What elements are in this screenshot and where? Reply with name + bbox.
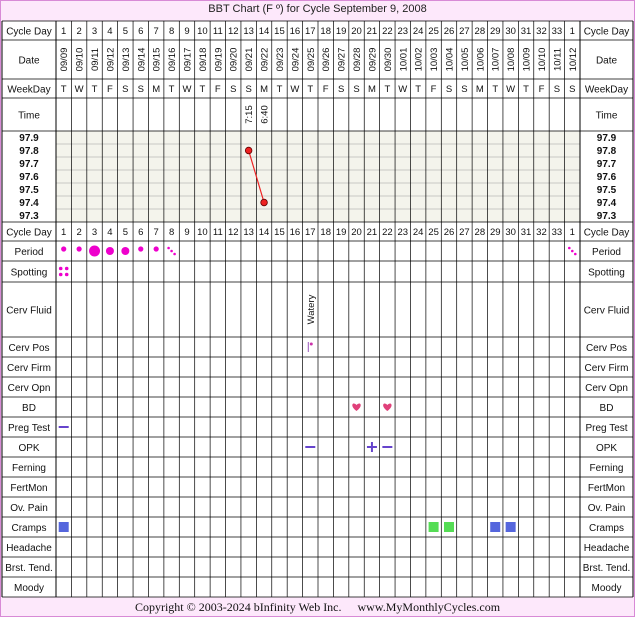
weekday-label-right: WeekDay bbox=[584, 84, 629, 96]
weekday-label: F bbox=[107, 84, 113, 95]
cycle-day-number: 31 bbox=[520, 26, 532, 37]
cerv-opn-label-left: Cerv Opn bbox=[7, 383, 51, 394]
cerv-pos-dot bbox=[310, 343, 313, 346]
y-tick-label-left: 97.3 bbox=[19, 211, 39, 222]
cycle-day-number: 22 bbox=[382, 26, 393, 37]
cramps-marker bbox=[444, 522, 454, 532]
moody-label-left: Moody bbox=[13, 583, 45, 594]
cycle-day-number: 2 bbox=[76, 227, 82, 238]
footer bbox=[0, 600, 635, 615]
preg-test-label-left: Preg Test bbox=[7, 423, 51, 434]
y-tick-label-right: 97.5 bbox=[596, 185, 617, 196]
weekday-label: T bbox=[199, 84, 206, 95]
cycle-day-number: 20 bbox=[351, 26, 362, 37]
headache-label-left: Headache bbox=[6, 543, 52, 554]
date-label: 10/01 bbox=[398, 47, 410, 72]
date-label: 10/11 bbox=[552, 47, 564, 72]
cycle-day-number: 30 bbox=[505, 227, 516, 238]
date-label: 09/29 bbox=[367, 47, 379, 72]
cycle-day-number: 21 bbox=[366, 227, 378, 238]
weekday-label: S bbox=[461, 84, 468, 95]
site-link[interactable]: www.MyMonthlyCycles.com bbox=[357, 600, 501, 614]
weekday-label-left: WeekDay bbox=[7, 84, 51, 96]
cycle-day-number: 23 bbox=[397, 227, 409, 238]
date-label: 09/21 bbox=[244, 47, 256, 72]
weekday-label: S bbox=[553, 84, 561, 95]
date-label: 10/06 bbox=[475, 47, 487, 72]
y-tick-label-right: 97.6 bbox=[596, 172, 617, 183]
cycle-day-number: 22 bbox=[382, 227, 393, 238]
weekday-label: S bbox=[122, 84, 129, 95]
spotting-label-right: Spotting bbox=[588, 267, 625, 279]
cycle-day-number: 33 bbox=[551, 227, 563, 238]
cycle-day-label-left: Cycle Day bbox=[6, 26, 52, 38]
cycle-day-number: 29 bbox=[489, 227, 501, 238]
cycle-day-number: 4 bbox=[107, 26, 113, 37]
cycle-day-number: 8 bbox=[168, 26, 175, 37]
cerv-fluid-label-right: Cerv Fluid bbox=[583, 305, 630, 317]
weekday-label: M bbox=[367, 84, 376, 95]
cycle-day-label-right: Cycle Day bbox=[583, 26, 630, 38]
weekday-label: S bbox=[245, 84, 252, 95]
weekday-label: S bbox=[137, 84, 144, 95]
date-label: 10/03 bbox=[429, 47, 441, 72]
period-spotting-dot bbox=[173, 253, 176, 256]
period-dot bbox=[138, 246, 143, 251]
date-label: 09/14 bbox=[136, 47, 148, 72]
date-label: 09/15 bbox=[151, 47, 163, 72]
preg-test-label-right: Preg Test bbox=[585, 423, 628, 434]
cycle-day-number: 24 bbox=[412, 227, 424, 238]
weekday-label: M bbox=[260, 84, 269, 95]
cerv-firm-label-right: Cerv Firm bbox=[584, 363, 629, 374]
weekday-label: T bbox=[492, 84, 499, 95]
date-label: 09/22 bbox=[259, 47, 271, 72]
weekday-label: W bbox=[506, 84, 516, 95]
period-dot bbox=[61, 246, 66, 251]
date-label: 09/12 bbox=[105, 47, 117, 72]
cycle-day-number: 7 bbox=[153, 26, 159, 37]
cycle-day-number: 12 bbox=[227, 26, 239, 37]
cycle-day-number: 14 bbox=[258, 26, 270, 37]
period-dot bbox=[106, 247, 114, 255]
cycle-day-number: 9 bbox=[184, 227, 190, 238]
copyright-text: Copyright © 2003-2024 bInfinity Web Inc. bbox=[134, 600, 342, 614]
weekday-label: S bbox=[445, 84, 453, 95]
cycle-day-number: 28 bbox=[474, 227, 486, 238]
cerv-fluid-label: Watery bbox=[305, 294, 317, 325]
weekday-label: F bbox=[430, 84, 437, 95]
date-label: 09/30 bbox=[382, 47, 394, 72]
date-label: 09/20 bbox=[228, 47, 240, 72]
cycle-day-number: 5 bbox=[122, 26, 129, 37]
cycle-day-number: 27 bbox=[459, 227, 470, 238]
cycle-day-number: 14 bbox=[258, 227, 270, 238]
date-label: 10/04 bbox=[444, 47, 456, 72]
cycle-day-number: 1 bbox=[61, 26, 67, 37]
headache-label-right: Headache bbox=[583, 543, 630, 554]
period-dot bbox=[77, 246, 82, 251]
weekday-label: T bbox=[415, 84, 422, 95]
cramps-marker bbox=[429, 522, 439, 532]
date-label: 09/28 bbox=[352, 47, 364, 72]
y-tick-label-left: 97.5 bbox=[19, 185, 39, 196]
cycle-day-number: 8 bbox=[168, 227, 175, 238]
period-spotting-dot bbox=[574, 253, 577, 256]
date-label-right: Date bbox=[595, 55, 618, 67]
time-label-right: Time bbox=[595, 110, 618, 122]
y-tick-label-left: 97.6 bbox=[19, 172, 39, 183]
cycle-day-number: 23 bbox=[397, 26, 409, 37]
fertmon-label-left: FertMon bbox=[10, 483, 48, 494]
spotting-label-left: Spotting bbox=[10, 267, 48, 279]
cycle-day-number: 26 bbox=[443, 26, 455, 37]
weekday-label: F bbox=[322, 84, 329, 95]
cerv-fluid-label-left: Cerv Fluid bbox=[6, 305, 52, 317]
cycle-day-number: 30 bbox=[505, 26, 516, 37]
bd-label-left: BD bbox=[22, 403, 36, 414]
time-label: 7:15 bbox=[244, 105, 256, 124]
cycle-day-number: 16 bbox=[289, 26, 301, 37]
ferning-label-right: Ferning bbox=[589, 463, 624, 474]
cycle-day-number: 1 bbox=[569, 26, 575, 37]
chart-title: BBT Chart (F º) for Cycle September 9, 2008 bbox=[208, 3, 427, 15]
cycle-day-number: 18 bbox=[320, 26, 331, 37]
period-label-right: Period bbox=[592, 247, 621, 258]
weekday-label: W bbox=[74, 84, 84, 95]
period-spotting-dot bbox=[571, 250, 574, 253]
cramps-marker bbox=[490, 522, 500, 532]
date-label: 10/07 bbox=[490, 47, 502, 72]
period-spotting-dot bbox=[170, 250, 173, 253]
date-label: 09/19 bbox=[213, 47, 225, 72]
weekday-label: T bbox=[168, 84, 175, 95]
y-tick-label-right: 97.8 bbox=[596, 146, 617, 157]
cycle-day-number: 15 bbox=[274, 227, 285, 238]
weekday-label: S bbox=[230, 84, 237, 95]
cerv-pos-label-right: Cerv Pos bbox=[585, 343, 628, 354]
weekday-label: W bbox=[398, 84, 408, 95]
weekday-label: T bbox=[276, 84, 283, 95]
weekday-label: S bbox=[337, 84, 345, 95]
cycle-day-number: 7 bbox=[153, 227, 159, 238]
date-label: 09/25 bbox=[305, 47, 317, 72]
cycle-day-number: 27 bbox=[459, 26, 470, 37]
date-label: 09/10 bbox=[74, 47, 86, 72]
cycle-day-number: 6 bbox=[138, 26, 144, 37]
cycle-day-number: 4 bbox=[107, 227, 113, 238]
period-spotting-dot bbox=[167, 247, 170, 250]
weekday-label: W bbox=[290, 84, 300, 95]
temperature-point bbox=[261, 199, 268, 206]
spotting-dot bbox=[59, 273, 63, 277]
cycle-day-number: 11 bbox=[212, 227, 223, 238]
bd-label-right: BD bbox=[599, 403, 614, 414]
cycle-day-number: 25 bbox=[428, 227, 439, 238]
opk-label-right: OPK bbox=[595, 443, 618, 454]
cycle-day-number: 3 bbox=[91, 26, 98, 37]
period-dot bbox=[89, 246, 100, 257]
cycle-day-number: 21 bbox=[366, 26, 378, 37]
cycle-day-number: 20 bbox=[351, 227, 362, 238]
time-label-left: Time bbox=[18, 110, 40, 122]
cycle-day-number: 15 bbox=[274, 26, 285, 37]
date-label: 09/17 bbox=[182, 47, 194, 72]
y-tick-label-left: 97.4 bbox=[19, 198, 39, 209]
ferning-label-left: Ferning bbox=[12, 463, 46, 474]
y-tick-label-right: 97.9 bbox=[596, 133, 617, 144]
weekday-label: M bbox=[152, 84, 161, 95]
cycle-day-number: 1 bbox=[61, 227, 67, 238]
brst-tend-label-right: Brst. Tend. bbox=[582, 563, 631, 574]
period-dot bbox=[154, 246, 159, 251]
opk-label-left: OPK bbox=[18, 443, 40, 454]
cycle-day-number: 17 bbox=[305, 26, 316, 37]
cycle-day-2-label-left: Cycle Day bbox=[6, 227, 52, 239]
weekday-label: T bbox=[307, 84, 314, 95]
weekday-label: T bbox=[384, 84, 391, 95]
cycle-day-number: 29 bbox=[489, 26, 501, 37]
date-label: 09/18 bbox=[197, 47, 209, 72]
date-label: 10/02 bbox=[413, 47, 425, 72]
cramps-label-right: Cramps bbox=[588, 523, 625, 534]
spotting-dot bbox=[59, 267, 63, 271]
cycle-day-number: 32 bbox=[536, 26, 547, 37]
fertmon-label-right: FertMon bbox=[587, 483, 626, 494]
cycle-day-number: 32 bbox=[536, 227, 547, 238]
cycle-day-2-label-right: Cycle Day bbox=[583, 227, 630, 239]
y-tick-label-left: 97.7 bbox=[19, 159, 39, 170]
cycle-day-number: 25 bbox=[428, 26, 439, 37]
grid-background bbox=[2, 21, 633, 597]
cycle-day-number: 26 bbox=[443, 227, 455, 238]
cycle-day-number: 12 bbox=[227, 227, 239, 238]
cycle-day-number: 17 bbox=[305, 227, 316, 238]
cycle-day-number: 1 bbox=[569, 227, 575, 238]
weekday-label: T bbox=[60, 84, 67, 95]
cycle-day-number: 28 bbox=[474, 26, 486, 37]
cycle-day-number: 31 bbox=[520, 227, 532, 238]
cycle-day-number: 10 bbox=[197, 26, 208, 37]
time-label: 6:40 bbox=[259, 105, 271, 124]
cramps-marker bbox=[506, 522, 516, 532]
y-tick-label-right: 97.3 bbox=[596, 211, 617, 222]
cycle-day-number: 2 bbox=[76, 26, 82, 37]
period-label-left: Period bbox=[14, 247, 44, 258]
date-label-left: Date bbox=[18, 55, 40, 67]
cycle-day-number: 5 bbox=[122, 227, 129, 238]
cycle-day-number: 6 bbox=[138, 227, 144, 238]
weekday-label: M bbox=[475, 84, 484, 95]
cycle-day-number: 11 bbox=[212, 26, 223, 37]
date-label: 09/11 bbox=[90, 47, 102, 72]
moody-label-right: Moody bbox=[591, 583, 622, 594]
spotting-dot bbox=[65, 273, 69, 277]
y-tick-label-right: 97.4 bbox=[596, 198, 617, 209]
cycle-day-number: 13 bbox=[243, 26, 254, 37]
date-label: 10/12 bbox=[567, 47, 579, 72]
y-tick-label-right: 97.7 bbox=[596, 159, 617, 170]
date-label: 09/27 bbox=[336, 47, 348, 72]
date-label: 09/09 bbox=[59, 47, 71, 72]
cerv-pos-label-left: Cerv Pos bbox=[8, 343, 50, 354]
cycle-day-number: 19 bbox=[335, 26, 347, 37]
brst-tend-label-left: Brst. Tend. bbox=[5, 563, 53, 574]
weekday-label: F bbox=[214, 84, 221, 95]
weekday-label: S bbox=[353, 84, 360, 95]
cycle-day-number: 10 bbox=[197, 227, 208, 238]
cycle-day-number: 13 bbox=[243, 227, 254, 238]
cycle-day-number: 9 bbox=[184, 26, 190, 37]
cycle-day-number: 24 bbox=[412, 26, 424, 37]
date-label: 09/13 bbox=[120, 47, 132, 72]
weekday-label: S bbox=[569, 84, 576, 95]
date-label: 10/10 bbox=[536, 47, 548, 72]
cramps-marker bbox=[59, 522, 69, 532]
weekday-label: T bbox=[91, 84, 98, 95]
cycle-day-number: 18 bbox=[320, 227, 331, 238]
date-label: 09/23 bbox=[274, 47, 286, 72]
cycle-day-number: 16 bbox=[289, 227, 301, 238]
date-label: 09/24 bbox=[290, 47, 302, 72]
period-spotting-dot bbox=[568, 247, 571, 250]
ov-pain-label-left: Ov. Pain bbox=[10, 503, 48, 514]
y-tick-label-left: 97.9 bbox=[19, 133, 39, 144]
spotting-dot bbox=[65, 267, 69, 271]
cycle-day-number: 19 bbox=[335, 227, 347, 238]
cramps-label-left: Cramps bbox=[11, 523, 47, 534]
y-tick-label-left: 97.8 bbox=[19, 146, 39, 157]
weekday-label: F bbox=[538, 84, 545, 95]
cerv-firm-label-left: Cerv Firm bbox=[7, 363, 51, 374]
ov-pain-label-right: Ov. Pain bbox=[587, 503, 626, 514]
weekday-label: W bbox=[182, 84, 192, 95]
temperature-point bbox=[245, 147, 252, 154]
weekday-label: T bbox=[523, 84, 529, 95]
period-dot bbox=[121, 247, 129, 255]
cycle-day-number: 33 bbox=[551, 26, 563, 37]
date-label: 10/09 bbox=[521, 47, 533, 72]
cycle-day-number: 3 bbox=[91, 227, 98, 238]
date-label: 10/08 bbox=[506, 47, 518, 72]
date-label: 09/26 bbox=[321, 47, 333, 72]
cerv-opn-label-right: Cerv Opn bbox=[585, 383, 628, 394]
date-label: 09/16 bbox=[167, 47, 179, 72]
date-label: 10/05 bbox=[459, 47, 471, 72]
